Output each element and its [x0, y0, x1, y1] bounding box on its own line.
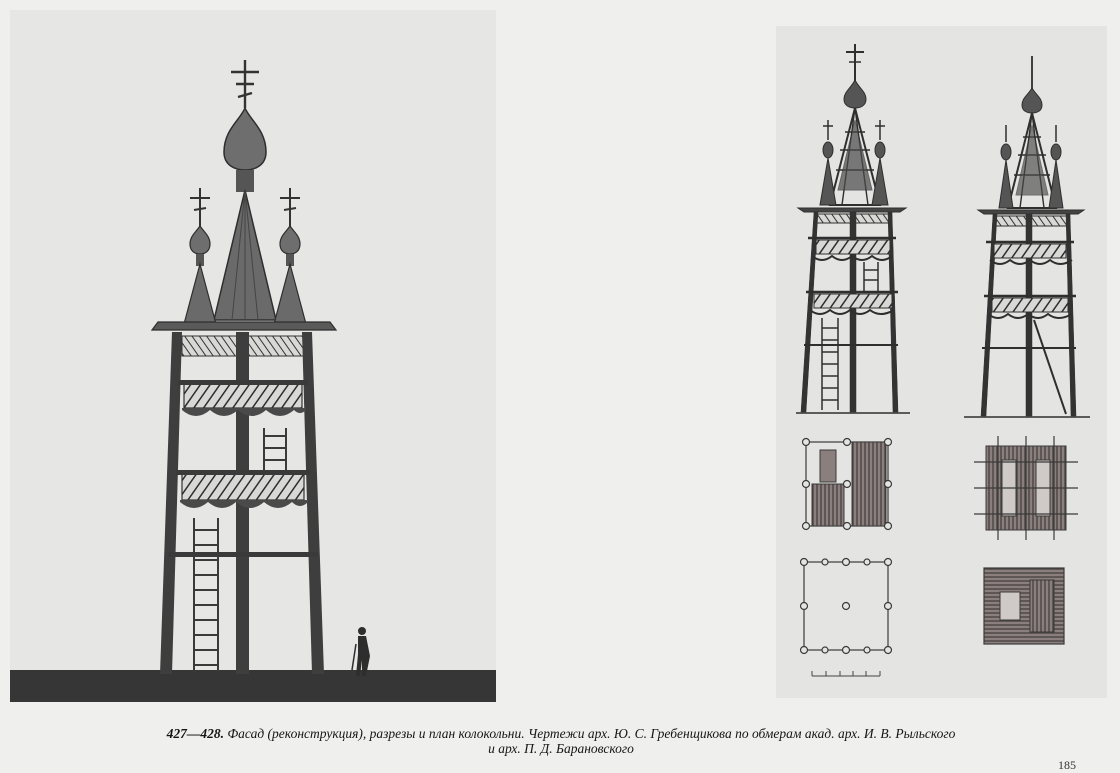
section-left: [796, 44, 910, 413]
plan-upper-right: [974, 436, 1078, 540]
plan-upper-left: [803, 439, 892, 530]
central-dome: [224, 108, 266, 170]
caption-line-2: и арх. П. Д. Барановского: [488, 741, 634, 756]
lower-gallery-railing: [182, 474, 304, 500]
page-number: 185: [1058, 758, 1076, 772]
plan-lower-right: [984, 568, 1064, 644]
lower-gallery-valance: [180, 500, 308, 508]
figure-caption: [8, 726, 1114, 756]
caption-text: Фасад (реконструкция), разрезы и план колокольни. Чертежи арх. Ю. С. Гребенщикова по обмерам акад. арх. И. В. Рыльского: [227, 726, 956, 741]
roof-eaves: [152, 322, 336, 330]
left-small-cupola: [184, 188, 216, 324]
lower-crossbeam: [168, 552, 318, 557]
human-figure: [352, 627, 370, 676]
ground-strip: [10, 670, 496, 702]
plan-lower-left: [801, 559, 892, 654]
caption-line-1: [8, 726, 1114, 741]
right-small-cupola: [274, 188, 306, 324]
figure-numbers: 427—428.: [166, 726, 224, 741]
bell-tower-facade: [10, 60, 496, 702]
upper-gallery-railing: [184, 384, 302, 408]
upper-ladder: [264, 428, 286, 472]
section-right: [964, 56, 1090, 417]
central-cross: [231, 60, 259, 108]
lower-ladder: [194, 518, 218, 672]
central-drum: [236, 170, 254, 192]
scale-bar: [812, 671, 880, 676]
